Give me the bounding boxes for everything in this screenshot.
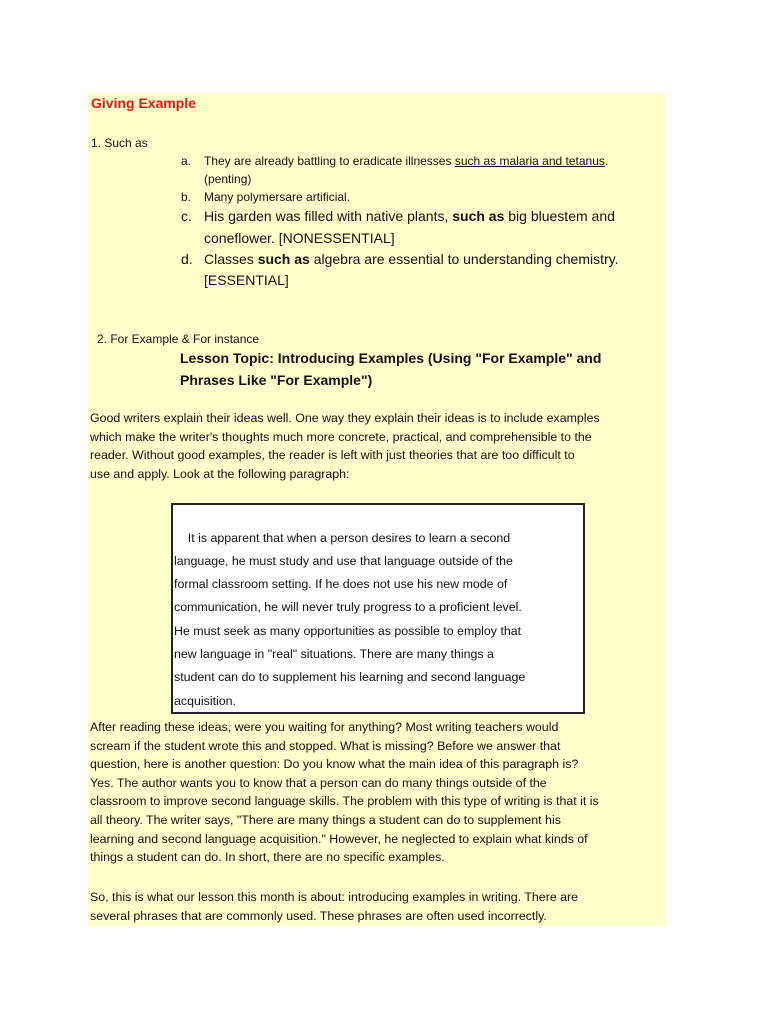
- box-line: new language in "real" situations. There are many things a: [174, 647, 494, 661]
- box-line: It is apparent that when a person desires to learn a second: [174, 531, 511, 545]
- item-d-marker: d.: [181, 251, 193, 267]
- discussion-line: learning and second language acquisition." However, he neglected to explain what kinds of: [90, 831, 588, 846]
- item-d-text: Classes such as algebra are essential to understanding chemistry.: [204, 251, 619, 267]
- item-a-underlined: such as malaria and tetanus: [454, 154, 605, 168]
- item-d-line2: [ESSENTIAL]: [204, 272, 289, 288]
- box-line: language, he must study and use that language outside of the: [174, 554, 513, 568]
- item-c-bold: such as: [452, 208, 505, 224]
- lesson-topic-line1: Lesson Topic: Introducing Examples (Using "For Example" and: [180, 350, 602, 366]
- discussion-line: things a student can do. In short, there are no specific examples.: [90, 850, 445, 865]
- intro-line: which make the writer's thoughts much more concrete, practical, and comprehensible to the: [90, 429, 592, 444]
- box-line: acquisition.: [174, 694, 236, 708]
- item-c-marker: c.: [181, 208, 192, 224]
- section2-label: 2. For Example & For instance: [97, 332, 260, 346]
- lesson-topic-line2: Phrases Like "For Example"): [180, 372, 373, 388]
- discussion-line: Yes. The author wants you to know that a person can do many things outside of the: [90, 775, 547, 790]
- discussion-line: After reading these ideas, were you waiting for anything? Most writing teachers would: [90, 720, 559, 734]
- item-a-line2: (penting): [204, 172, 252, 186]
- box-line: student can do to supplement his learning and second language: [174, 670, 526, 684]
- closing-line: several phrases that are commonly used. These phrases are often used incorrectly.: [90, 908, 547, 923]
- section1-label: 1. Such as: [91, 136, 148, 150]
- box-line: formal classroom setting. If he does not use his new mode of: [174, 577, 508, 591]
- item-a-text: They are already battling to eradicate illnesses such as malaria and tetanus.: [204, 154, 609, 168]
- discussion-line: all theory. The writer says, "There are many things a student can do to supplement his: [90, 812, 561, 827]
- intro-paragraph: [90, 409, 662, 483]
- closing-paragraph: [90, 888, 662, 925]
- discussion-paragraph: [90, 718, 662, 867]
- discussion-line: classroom to improve second language skills. The problem with this type of writing is that it is: [90, 794, 599, 809]
- intro-line: use and apply. Look at the following paragraph:: [90, 466, 350, 481]
- item-b-marker: b.: [181, 190, 192, 204]
- heading: Giving Example: [91, 95, 197, 111]
- item-b-text: Many polymersare artificial.: [204, 190, 351, 204]
- discussion-line: scream if the student wrote this and stopped. What is missing? Before we answer that: [90, 738, 561, 753]
- item-d-bold: such as: [257, 251, 310, 267]
- box-line: He must seek as many opportunities as possible to employ that: [174, 624, 522, 638]
- discussion-line: question, here is another question: Do you know what the main idea of this paragraph is?: [90, 757, 579, 772]
- item-a-marker: a.: [181, 154, 192, 168]
- intro-line: reader. Without good examples, the reader is left with just theories that are too difficult to: [90, 448, 575, 463]
- item-c-text: His garden was filled with native plants, such as big bluestem and: [204, 208, 615, 224]
- box-line: communication, he will never truly progress to a proficient level.: [174, 600, 522, 614]
- item-c-line2: coneflower. [NONESSENTIAL]: [204, 230, 395, 246]
- intro-line: Good writers explain their ideas well. One way they explain their ideas is to include examples: [90, 411, 600, 425]
- closing-line: So, this is what our lesson this month is about: introducing examples in writing. There are: [90, 890, 579, 904]
